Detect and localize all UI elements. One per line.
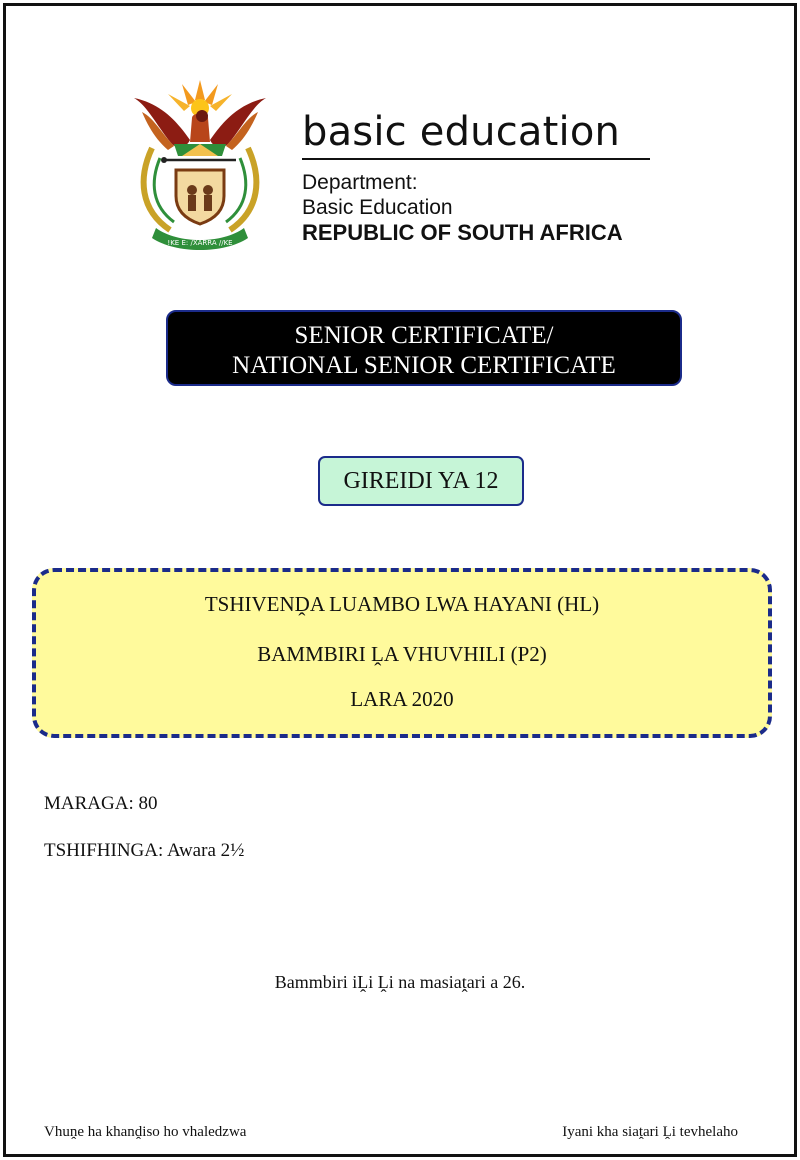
certificate-banner: [166, 310, 682, 386]
country-name: REPUBLIC OF SOUTH AFRICA: [302, 220, 623, 245]
shield: [176, 170, 224, 224]
time-allowed: TSHIFHINGA: Awara 2½: [44, 840, 245, 861]
grade-badge: GIREIDI YA 12: [318, 456, 524, 506]
page-count-note: Bammbiri iḼi Ḽi na masiaṱari a 26.: [274, 972, 526, 992]
certificate-line-2: NATIONAL SENIOR CERTIFICATE: [232, 352, 616, 379]
exam-session: LARA 2020: [350, 687, 454, 711]
subject-panel: [32, 568, 772, 738]
paper-number: BAMMBIRI ḼA VHUVHILI (P2): [257, 642, 547, 666]
department-brand: [302, 108, 652, 245]
brand-divider: [302, 158, 650, 160]
footer-copyright: Vhuṋe ha khanḓiso ho vhaledzwa: [44, 1124, 247, 1140]
coat-of-arms-logo: [130, 78, 270, 253]
certificate-line-1: SENIOR CERTIFICATE/: [294, 322, 554, 349]
subject-title: TSHIVENḒA LUAMBO LWA HAYANI (HL): [204, 592, 600, 616]
footer-turn-page: Iyani kha siaṱari Ḽi tevhelaho: [562, 1124, 738, 1140]
department-name: Basic Education: [302, 196, 453, 219]
department-label: Department:: [302, 171, 418, 194]
crest-motto: !KE E: /XARRA //KE: [167, 239, 233, 247]
marks-total: MARAGA: 80: [44, 793, 158, 814]
brand-title: basic education: [302, 109, 621, 155]
